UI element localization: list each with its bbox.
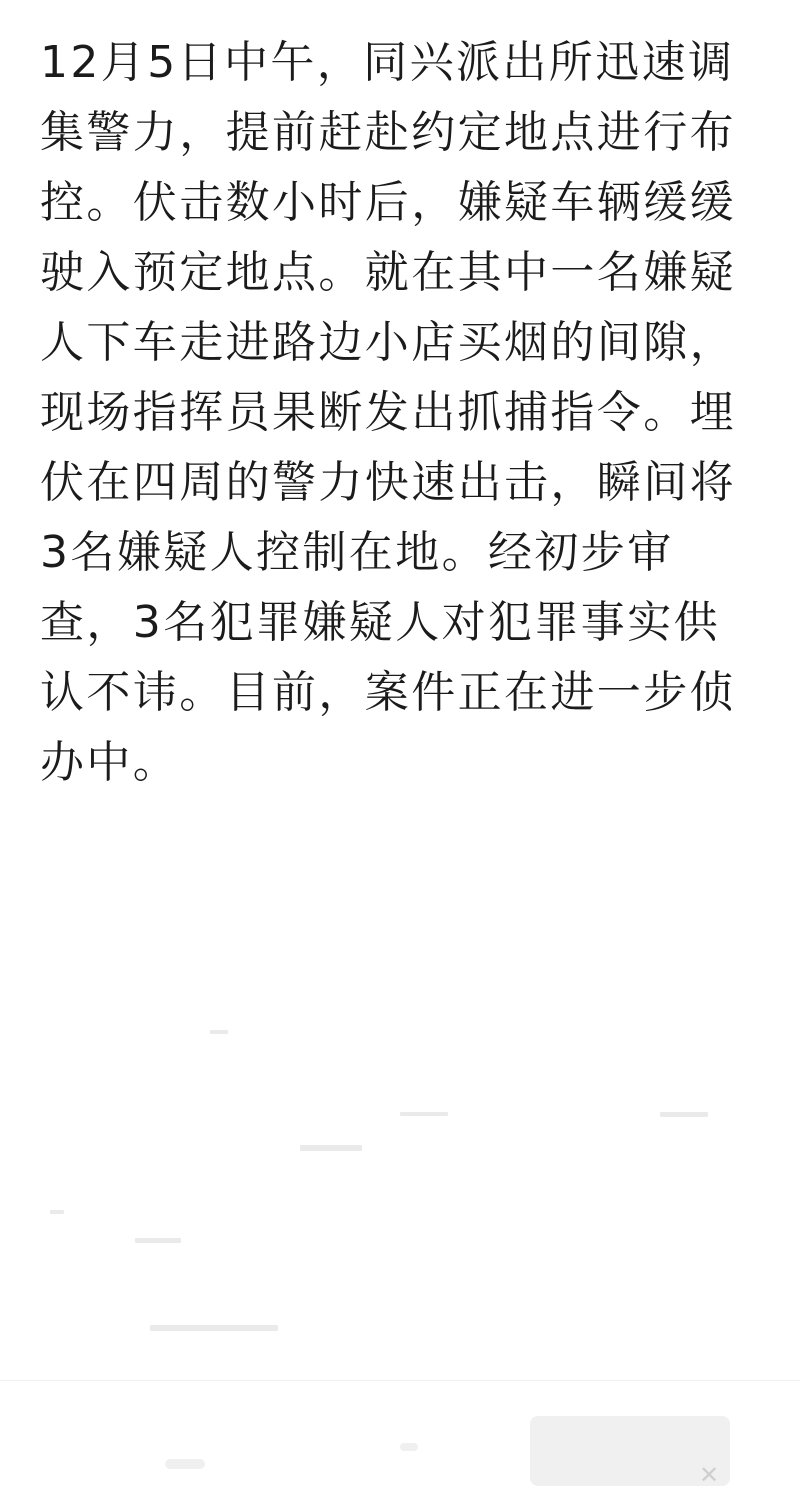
bottom-toolbar	[0, 1380, 800, 1508]
close-icon[interactable]: ✕	[698, 1461, 720, 1489]
faded-content-area	[0, 1000, 800, 1380]
article-paragraph: 12月5日中午，同兴派出所迅速调集警力，提前赶赴约定地点进行布控。伏击数小时后，嫌疑车辆缓缓驶入预定地点。就在其中一名嫌疑人下车走进路边小店买烟的间隙，现场指挥员果断发出抓捕指令。埋伏在四周的警力快速出击，瞬间将3名嫌疑人控制在地。经初步审查，3名犯罪嫌疑人对犯罪事实供认不讳。目前，案件正在进一步侦办中。	[40, 37, 736, 788]
